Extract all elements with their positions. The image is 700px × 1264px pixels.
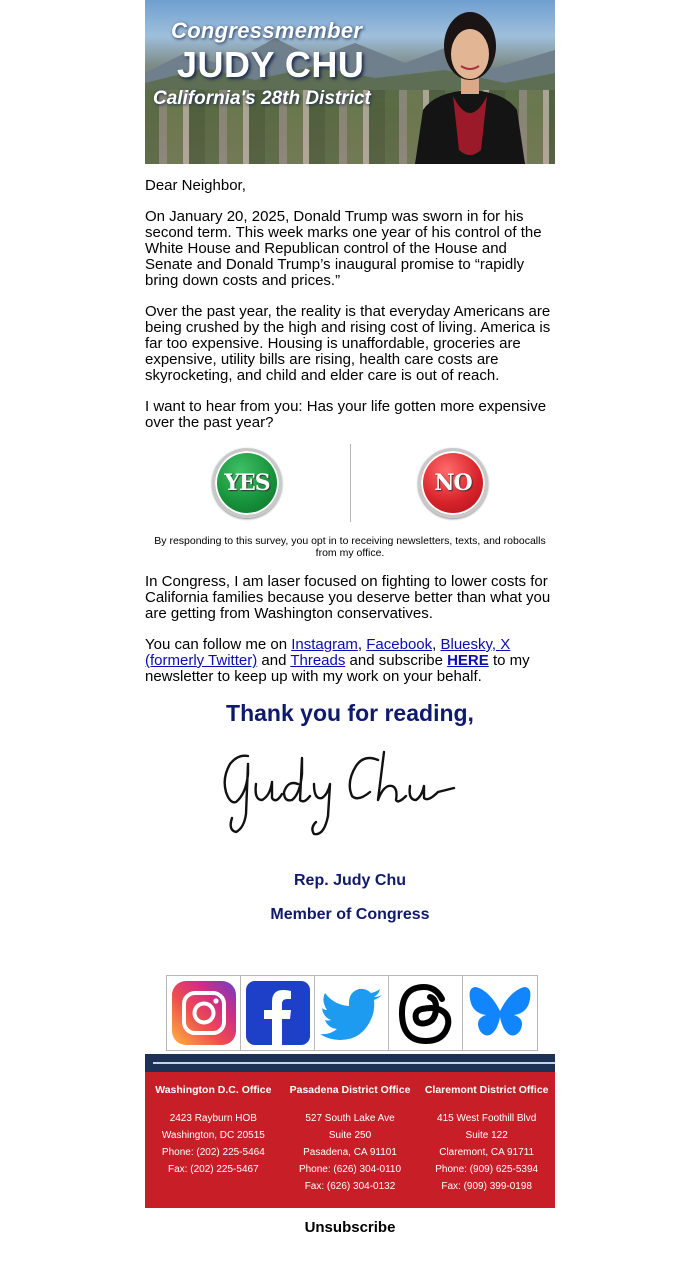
subscribe-here-link[interactable]: HERE bbox=[447, 652, 489, 669]
instagram-link-icon[interactable] bbox=[167, 976, 241, 1050]
office-dc bbox=[145, 1072, 282, 1208]
twitter-link-icon[interactable] bbox=[315, 976, 389, 1050]
office-heading: Pasadena District Office bbox=[289, 1084, 411, 1096]
social-icons-row bbox=[166, 975, 538, 1051]
thank-you-heading: Thank you for reading, bbox=[226, 700, 474, 726]
facebook-icon bbox=[244, 979, 312, 1047]
subscribe-prefix: and subscribe bbox=[345, 652, 448, 669]
subscribe-suffix: to my newsletter to keep up with my work on your behalf. bbox=[145, 652, 530, 685]
footer-stripe bbox=[145, 1054, 555, 1072]
office-line: 2423 Rayburn HOB bbox=[169, 1113, 257, 1124]
header-title-line1: Congressmember bbox=[171, 18, 363, 43]
office-phone: Phone: (626) 304-0110 bbox=[298, 1164, 402, 1175]
bluesky-icon bbox=[466, 979, 534, 1047]
office-heading: Washington D.C. Office bbox=[155, 1084, 272, 1096]
office-line: Claremont, CA 91711 bbox=[439, 1147, 535, 1158]
office-heading: Claremont District Office bbox=[424, 1084, 549, 1096]
office-line: Suite 250 bbox=[328, 1130, 372, 1141]
survey-buttons bbox=[145, 444, 555, 524]
header-banner bbox=[145, 0, 555, 164]
no-button[interactable]: NO bbox=[418, 448, 488, 518]
unsubscribe-link[interactable]: Unsubscribe bbox=[304, 1219, 396, 1236]
letter-body bbox=[145, 178, 555, 446]
instagram-link[interactable]: Instagram bbox=[291, 636, 358, 653]
follow-prefix: You can follow me on bbox=[145, 636, 292, 653]
paragraph-1: On January 20, 2025, Donald Trump was sworn in for his second term. This week marks one year of his control of the White House and Republican control of the House and Senate and Donald Trump’s inaugural promise to “rapidly bring down costs and prices.” bbox=[145, 208, 542, 289]
bluesky-link-icon[interactable] bbox=[463, 976, 537, 1050]
office-claremont bbox=[418, 1072, 555, 1208]
office-line: Washington, DC 20515 bbox=[161, 1130, 265, 1141]
bluesky-x-link[interactable]: Bluesky, X (formerly Twitter) bbox=[145, 636, 511, 669]
office-fax: Fax: (626) 304-0132 bbox=[304, 1181, 396, 1192]
threads-link-icon[interactable] bbox=[389, 976, 463, 1050]
survey-question: I want to hear from you: Has your life gotten more expensive over the past year? bbox=[145, 398, 547, 431]
office-fax: Fax: (909) 399-0198 bbox=[441, 1181, 532, 1192]
office-pasadena bbox=[282, 1072, 419, 1208]
office-line: 415 West Foothill Blvd bbox=[437, 1113, 537, 1124]
yes-button[interactable]: YES bbox=[212, 448, 282, 518]
twitter-icon bbox=[318, 979, 386, 1047]
office-phone: Phone: (909) 625-5394 bbox=[435, 1164, 539, 1175]
office-line: 527 South Lake Ave bbox=[305, 1113, 395, 1124]
follow-paragraph bbox=[145, 637, 555, 685]
footer-offices bbox=[145, 1072, 555, 1208]
closing-body bbox=[145, 574, 555, 700]
greeting: Dear Neighbor, bbox=[145, 177, 246, 194]
separator: , bbox=[432, 636, 441, 653]
instagram-icon bbox=[170, 979, 238, 1047]
header-title-district: California's 28th District bbox=[153, 88, 371, 109]
representative-name: Rep. Judy Chu bbox=[293, 872, 406, 889]
conjunction: and bbox=[257, 652, 291, 669]
office-phone: Phone: (202) 225-5464 bbox=[161, 1147, 265, 1158]
facebook-link[interactable]: Facebook bbox=[366, 636, 433, 653]
survey-disclaimer: By responding to this survey, you opt in to receiving newsletters, texts, and robocalls from my office. bbox=[154, 535, 546, 559]
office-line: Suite 122 bbox=[465, 1130, 508, 1141]
paragraph-4: In Congress, I am laser focused on fighting to lower costs for California families because you deserve better than what you are getting from Washington conservatives. bbox=[145, 573, 551, 622]
threads-icon bbox=[392, 979, 460, 1047]
representative-title: Member of Congress bbox=[270, 906, 430, 923]
header-title-name: JUDY CHU bbox=[177, 44, 365, 85]
signature-image bbox=[218, 744, 458, 844]
paragraph-2: Over the past year, the reality is that everyday Americans are being crushed by the high and rising cost of living. America is far too expensive. Housing is unaffordable, groceries are expensive, utility bills are rising, health care costs are skyrocketing, and child and elder care is out of reach. bbox=[145, 303, 551, 384]
threads-link[interactable]: Threads bbox=[290, 652, 346, 669]
survey-divider bbox=[350, 444, 351, 522]
office-fax: Fax: (202) 225-5467 bbox=[168, 1164, 259, 1175]
facebook-link-icon[interactable] bbox=[241, 976, 315, 1050]
office-line: Pasadena, CA 91101 bbox=[303, 1147, 397, 1158]
footer-stripe-line bbox=[153, 1062, 555, 1064]
separator: , bbox=[357, 636, 367, 653]
portrait-image bbox=[415, 0, 525, 164]
